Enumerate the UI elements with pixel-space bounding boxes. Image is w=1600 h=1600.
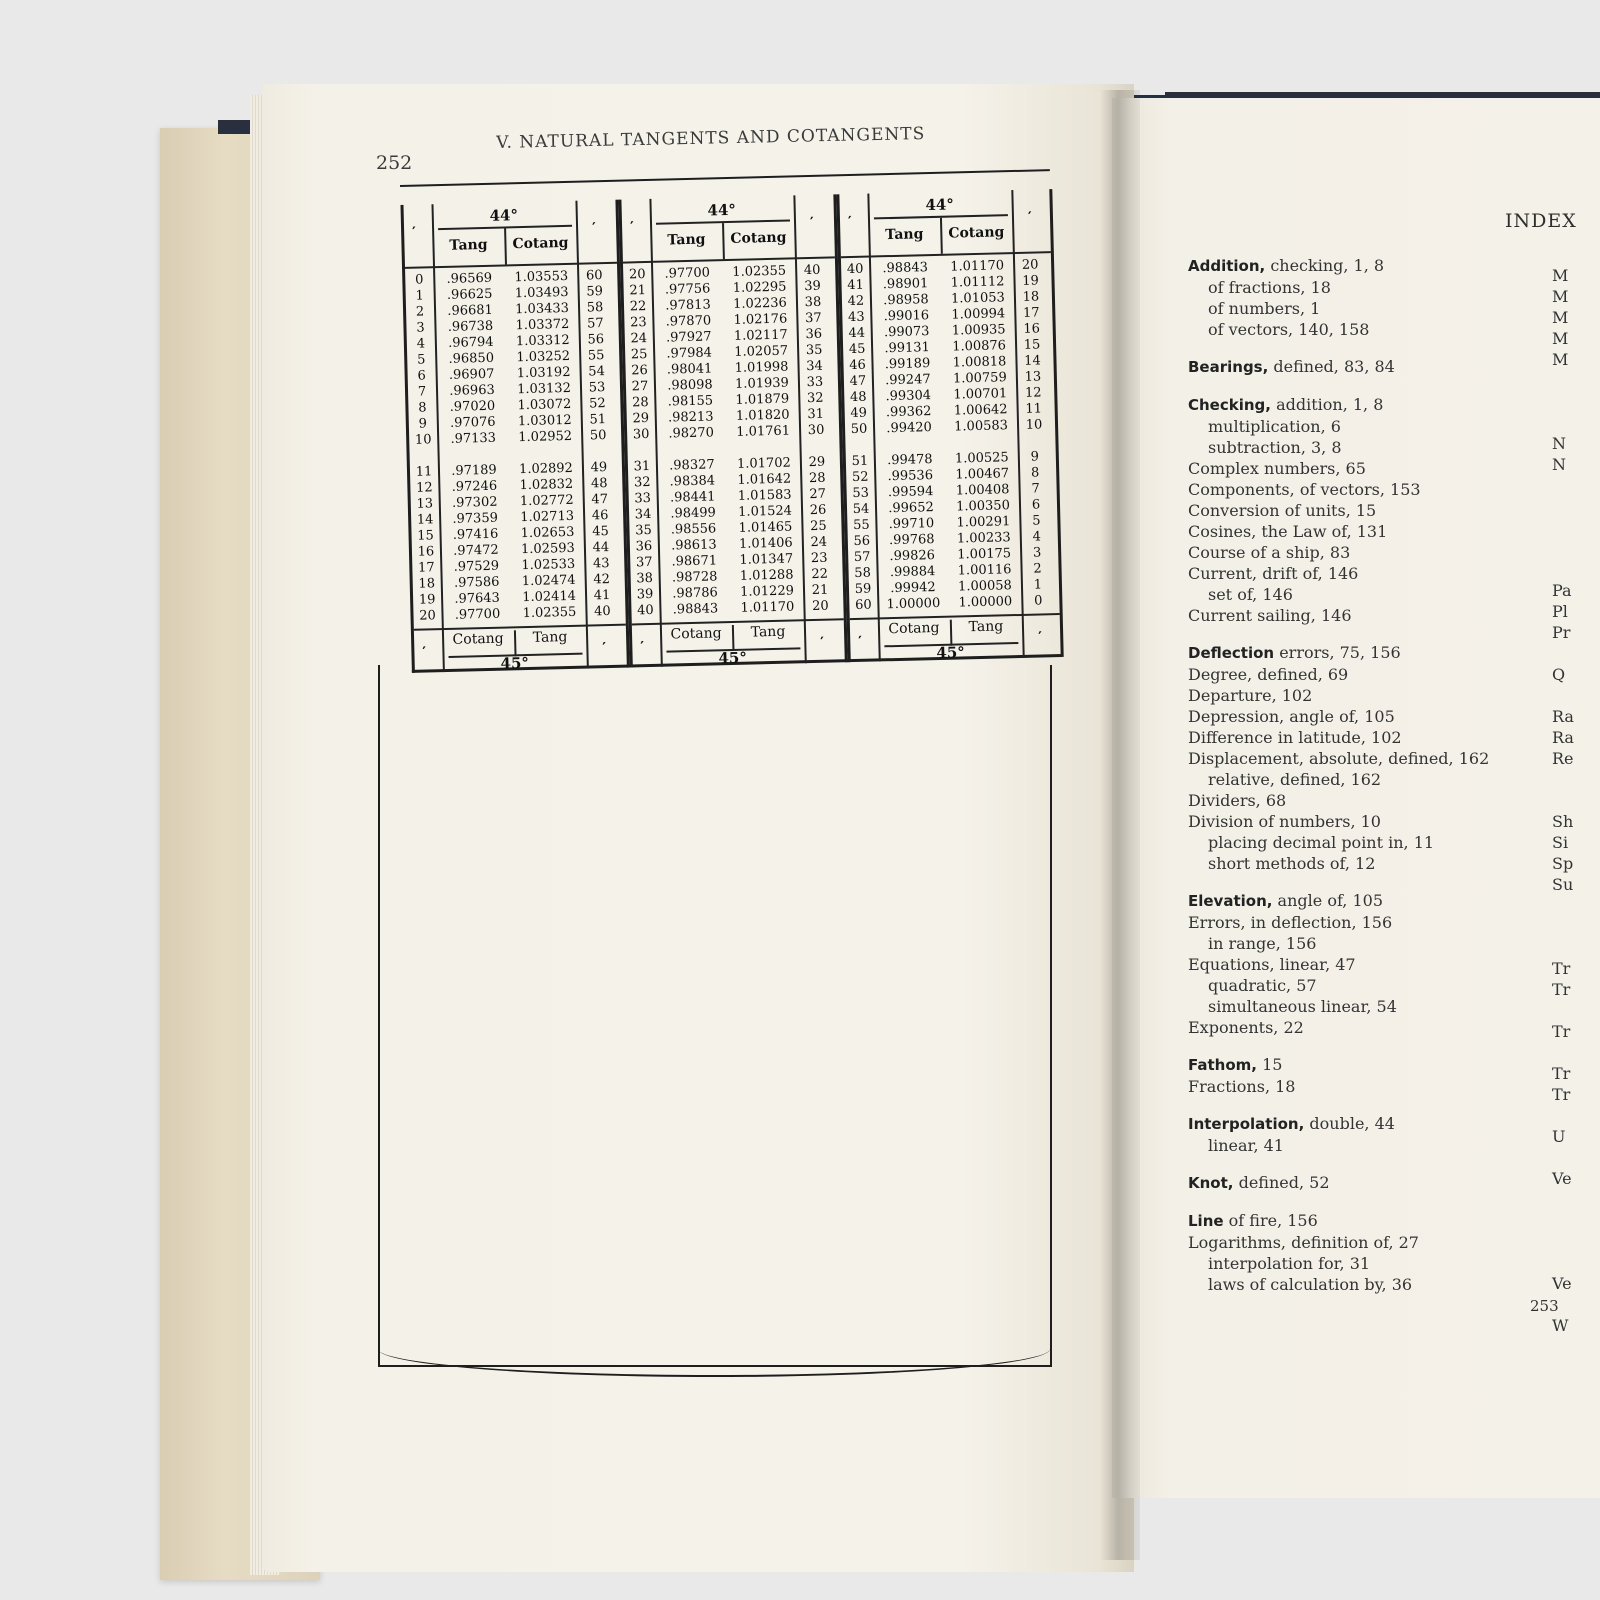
index-entry-text: Exponents, 22	[1188, 1018, 1304, 1037]
col-header-tang: Tang	[885, 226, 924, 244]
bottom-degree: 45°	[500, 653, 530, 673]
bottom-degree: 45°	[718, 648, 748, 668]
index-entry-text: of fire, 156	[1223, 1211, 1318, 1230]
index-entry-text: of fractions, 18	[1208, 278, 1331, 297]
index-entry-text: 15	[1256, 1055, 1283, 1074]
index-entry-text: of numbers, 1	[1208, 299, 1321, 318]
minute-mark: ′	[640, 639, 645, 656]
col-header-cotang: Cotang	[512, 234, 569, 253]
index-entry	[1188, 912, 1528, 933]
index-entry-text: Components, of vectors, 153	[1188, 480, 1421, 499]
index-entry-head: Knot,	[1188, 1174, 1234, 1192]
index-gap	[1188, 1156, 1528, 1172]
minute-mark: ′	[591, 220, 597, 237]
col-footer-tang: Tang	[750, 623, 786, 641]
index-entry	[1188, 521, 1528, 542]
index-entry	[1188, 790, 1528, 811]
index-entry-text: Equations, linear, 47	[1188, 955, 1356, 974]
minutes-right: 40 39 38 37 36 35 34 33 32 31 30 29 28 27 26 25 24 23 22 21 20	[803, 262, 829, 615]
index-entry	[1188, 748, 1528, 769]
index-entry	[1188, 458, 1528, 479]
index-entry	[1188, 1113, 1528, 1135]
index-entry-text: Conversion of units, 15	[1188, 501, 1377, 520]
col-footer-tang: Tang	[968, 618, 1004, 636]
index-entry	[1188, 1135, 1528, 1156]
index-entry-text: Displacement, absolute, defined, 162	[1188, 749, 1490, 768]
index-entry-head: Checking,	[1188, 396, 1271, 414]
index-entry	[1188, 832, 1528, 853]
index-entry-head: Bearings,	[1188, 358, 1269, 376]
index-entry-text: Fractions, 18	[1188, 1077, 1296, 1096]
index-entry-text: in range, 156	[1208, 934, 1317, 953]
index-entry-text: Degree, defined, 69	[1188, 665, 1349, 684]
index-entry-text: of vectors, 140, 158	[1208, 320, 1370, 339]
cotang-values: 1.03553 1.03493 1.03433 1.03372 1.03312 1.03252 1.03192 1.03132 1.03072 1.03012 1.02952 1.02892 1.02832 1.02772 1.02713 1.02653 1.02593 1.02533 1.02474 1.02414 1.02355	[514, 268, 577, 622]
index-entry-text: errors, 75, 156	[1274, 643, 1401, 662]
tang-values: .97700 .97756 .97813 .97870 .97927 .97984 .98041 .98098 .98155 .98213 .98270 .98327 .98384 .98441 .98499 .98556 .98613 .98671 .98728 .98786 .98843	[664, 265, 719, 618]
index-entry-text: interpolation for, 31	[1208, 1254, 1371, 1273]
index-entry-text: Depression, angle of, 105	[1188, 707, 1395, 726]
index-entry-head: Line	[1188, 1212, 1224, 1230]
index-entry	[1188, 1253, 1528, 1274]
right-page-number: 253	[1530, 1297, 1559, 1315]
minute-mark: ′	[602, 640, 607, 657]
book-gutter	[1100, 90, 1140, 1560]
index-entry	[1188, 1274, 1528, 1295]
minutes-left: 20 21 22 23 24 25 26 27 28 29 30 31 32 33 34 35 36 37 38 39 40	[628, 267, 654, 619]
index-entry-text: relative, defined, 162	[1208, 770, 1382, 789]
index-entry	[1188, 769, 1528, 790]
top-degree: 44°	[707, 200, 737, 220]
minute-mark: ′	[411, 224, 417, 241]
index-entry	[1188, 319, 1528, 340]
index-entry-text: subtraction, 3, 8	[1208, 438, 1342, 457]
col-header-tang: Tang	[667, 231, 706, 249]
index-entry	[1188, 1172, 1528, 1194]
tang-values: .98843 .98901 .98958 .99016 .99073 .99131 .99189 .99247 .99304 .99362 .99420 .99478 .99536 .99594 .99652 .99710 .99768 .99826 .99884 .99942 1.00000	[882, 260, 941, 613]
minutes-left: 40 41 42 43 44 45 46 47 48 49 50 51 52 53 54 55 56 57 58 59 60	[846, 261, 872, 614]
index-entry-text: Logarithms, definition of, 27	[1188, 1233, 1419, 1252]
index-entry	[1188, 255, 1528, 277]
cotang-values: 1.01170 1.01112 1.01053 1.00994 1.00935 1.00876 1.00818 1.00759 1.00701 1.00642 1.00583 1.00525 1.00467 1.00408 1.00350 1.00291 1.00233 1.00175 1.00116 1.00058 1.00000	[950, 258, 1013, 611]
index-entry	[1188, 890, 1528, 912]
index-entry-text: defined, 83, 84	[1268, 357, 1395, 376]
tangent-table	[400, 169, 1062, 685]
index-entry	[1188, 500, 1528, 521]
index-entry	[1188, 706, 1528, 727]
index-entry	[1188, 996, 1528, 1017]
index-gap	[1188, 378, 1528, 394]
index-entry-text: Complex numbers, 65	[1188, 459, 1366, 478]
index-gap	[1188, 874, 1528, 890]
index-entry	[1188, 954, 1528, 975]
index-entry-text: angle of, 105	[1272, 891, 1384, 910]
col-header-cotang: Cotang	[948, 224, 1005, 242]
index-gap	[1188, 1194, 1528, 1210]
index-entry-text: addition, 1, 8	[1270, 395, 1384, 414]
index-entry-text: multiplication, 6	[1208, 417, 1341, 436]
col-header-cotang: Cotang	[730, 229, 787, 247]
index-entry	[1188, 1076, 1528, 1097]
col-footer-cotang: Cotang	[452, 630, 504, 648]
index-entry-text: Current sailing, 146	[1188, 606, 1352, 625]
index-entry	[1188, 811, 1528, 832]
index-gap	[1188, 1038, 1528, 1054]
index-entry-text: Division of numbers, 10	[1188, 812, 1381, 831]
table-block-1	[400, 200, 629, 673]
index-entry	[1188, 298, 1528, 319]
minute-mark: ′	[820, 634, 825, 651]
index-entry	[1188, 584, 1528, 605]
index-entry	[1188, 563, 1528, 584]
tang-values: .96569 .96625 .96681 .96738 .96794 .96850 .96907 .96963 .97020 .97076 .97133 .97189 .97246 .97302 .97359 .97416 .97472 .97529 .97586 .97643 .97700	[446, 270, 501, 623]
header-rule	[405, 262, 617, 269]
index-entry-text: short methods of, 12	[1208, 854, 1376, 873]
header-rule	[623, 256, 835, 263]
minute-mark: ′	[629, 219, 635, 236]
index-entry-text: linear, 41	[1208, 1136, 1284, 1155]
minutes-right: 20 19 18 17 16 15 14 13 12 11 10 9 8 7 6 5 4 3 2 1 0	[1021, 257, 1043, 609]
index-entry	[1188, 933, 1528, 954]
header-rule	[841, 251, 1051, 258]
minute-mark: ′	[422, 644, 427, 661]
index-entry	[1188, 1210, 1528, 1232]
col-footer-cotang: Cotang	[670, 625, 722, 643]
index-entry-head: Fathom,	[1188, 1056, 1257, 1074]
minute-mark: ′	[858, 633, 863, 650]
index-entry	[1188, 416, 1528, 437]
minute-mark: ′	[809, 214, 814, 231]
index-gap	[1188, 626, 1528, 642]
index-gap	[1188, 1097, 1528, 1113]
index-entry	[1188, 975, 1528, 996]
index-entry	[1188, 542, 1528, 563]
index-entry	[1188, 1054, 1528, 1076]
table-frame	[378, 665, 1052, 1367]
index-entry-text: Dividers, 68	[1188, 791, 1287, 810]
index-entry	[1188, 479, 1528, 500]
table-block-2	[618, 194, 847, 667]
col-footer-cotang: Cotang	[888, 619, 940, 638]
index-entry-text: placing decimal point in, 11	[1208, 833, 1435, 852]
left-page-title: V. NATURAL TANGENTS AND COTANGENTS	[496, 124, 926, 153]
index-entry-text: quadratic, 57	[1208, 976, 1317, 995]
minutes-right: 60 59 58 57 56 55 54 53 52 51 50 49 48 47 46 45 44 43 42 41 40	[585, 268, 611, 620]
index-entry-text: double, 44	[1304, 1114, 1395, 1133]
index-entry	[1188, 642, 1528, 664]
index-entry	[1188, 853, 1528, 874]
index-entry-head: Deflection	[1188, 644, 1275, 662]
index-entry-text: Departure, 102	[1188, 686, 1313, 705]
index-title: INDEX	[1505, 210, 1577, 232]
index-edge-letters: M M M M M N N Pa Pl Pr Q Ra Ra Re Sh Si Sp Su Tr Tr Tr Tr Tr U Ve Ve W	[1552, 266, 1574, 1335]
bottom-degree: 45°	[936, 643, 965, 663]
index-entry	[1188, 727, 1528, 748]
index-entry	[1188, 605, 1528, 626]
index-entry-text: Current, drift of, 146	[1188, 564, 1359, 583]
index-entry-text: checking, 1, 8	[1265, 256, 1385, 275]
index-entry-text: set of, 146	[1208, 585, 1293, 604]
index-entry-text: simultaneous linear, 54	[1208, 997, 1397, 1016]
index-entries	[1188, 255, 1528, 1295]
index-entry	[1188, 664, 1528, 685]
index-entry	[1188, 277, 1528, 298]
index-entry	[1188, 1232, 1528, 1253]
index-entry	[1188, 394, 1528, 416]
index-entry-text: defined, 52	[1233, 1173, 1330, 1192]
minute-mark: ′	[847, 213, 852, 231]
index-entry	[1188, 437, 1528, 458]
index-gap	[1188, 340, 1528, 356]
index-entry	[1188, 356, 1528, 378]
index-entry-text: Errors, in deflection, 156	[1188, 913, 1393, 932]
index-entry-head: Elevation,	[1188, 892, 1273, 910]
minutes-left: 0 1 2 3 4 5 6 7 8 9 10 11 12 13 14 15 16 17 18 19 20	[414, 272, 436, 624]
top-degree: 44°	[925, 195, 955, 215]
index-entry-head: Interpolation,	[1188, 1115, 1305, 1133]
index-entry-text: Course of a ship, 83	[1188, 543, 1351, 562]
index-entry-head: Addition,	[1188, 257, 1266, 275]
minute-mark: ′	[1038, 629, 1043, 646]
col-header-tang: Tang	[449, 236, 488, 254]
index-entry	[1188, 685, 1528, 706]
index-entry-text: Cosines, the Law of, 131	[1188, 522, 1388, 541]
index-entry	[1188, 1017, 1528, 1038]
left-page-number: 252	[376, 152, 413, 174]
minute-mark: ′	[1027, 209, 1032, 226]
col-footer-tang: Tang	[532, 629, 568, 646]
table-block-3	[836, 189, 1063, 662]
index-entry-text: laws of calculation by, 36	[1208, 1275, 1413, 1294]
cotang-values: 1.02355 1.02295 1.02236 1.02176 1.02117 1.02057 1.01998 1.01939 1.01879 1.01820 1.01761 1.01702 1.01642 1.01583 1.01524 1.01465 1.01406 1.01347 1.01288 1.01229 1.01170	[732, 263, 795, 616]
index-entry-text: Difference in latitude, 102	[1188, 728, 1402, 747]
top-degree: 44°	[489, 206, 519, 225]
